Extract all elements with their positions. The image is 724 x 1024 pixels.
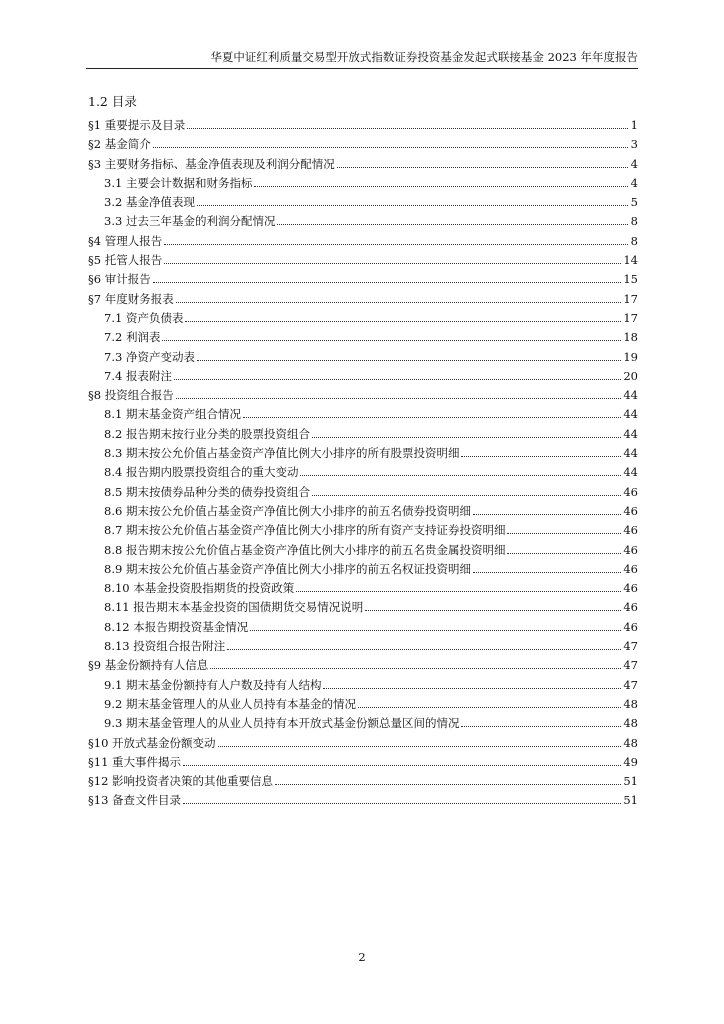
toc-entry[interactable] [88, 464, 638, 483]
toc-entry-page: 44 [623, 426, 638, 441]
toc-entry[interactable] [88, 156, 638, 175]
dot-leader [312, 494, 621, 496]
toc-entry-page: 46 [623, 619, 638, 634]
dot-leader [312, 436, 621, 438]
toc-entry-page: 1 [630, 118, 638, 132]
toc-entry-label: 8.2 报告期末按行业分类的股票投资组合 [104, 426, 310, 441]
toc-entry-page: 51 [623, 793, 638, 808]
dot-leader [296, 590, 621, 592]
toc-entry-label: §3 主要财务指标、基金净值表现及利润分配情况 [88, 156, 335, 171]
dot-leader [162, 339, 621, 341]
dot-leader [507, 532, 621, 534]
dot-leader [185, 320, 621, 322]
toc-entry-page: 47 [623, 677, 638, 692]
toc-entry-label: 7.4 报表附注 [104, 368, 172, 383]
dot-leader [210, 667, 621, 669]
dot-leader [183, 764, 621, 766]
dot-leader [473, 513, 621, 515]
toc-entry-label: 8.1 期末基金资产组合情况 [104, 407, 241, 422]
toc-entry-label: 9.3 期末基金管理人的从业人员持有本开放式基金份额总量区间的情况 [104, 716, 460, 731]
dot-leader [197, 204, 628, 206]
toc-entry-label: 8.9 期末按公允价值占基金资产净值比例大小排序的前五名权证投资明细 [104, 561, 471, 576]
toc-entry-page: 8 [630, 214, 638, 229]
dot-leader [300, 474, 621, 476]
dot-leader [337, 166, 628, 168]
dot-leader [358, 706, 621, 708]
dot-leader [218, 745, 622, 747]
toc-entry-page: 44 [623, 407, 638, 422]
toc-entry-page: 48 [623, 735, 638, 750]
toc-entry-page: 48 [623, 696, 638, 711]
toc-entry-page: 5 [630, 195, 638, 210]
toc-entry[interactable] [88, 271, 638, 290]
toc-entry[interactable] [88, 696, 638, 715]
dot-leader [176, 301, 622, 303]
toc-entry-page: 19 [623, 349, 638, 364]
toc-entry-page: 49 [623, 754, 638, 769]
toc-entry[interactable] [88, 503, 638, 522]
toc-entry-label: §7 年度财务报表 [88, 291, 174, 306]
dot-leader [243, 416, 621, 418]
toc-entry-page: 51 [623, 774, 638, 789]
toc-entry-label: §13 备查文件目录 [88, 793, 182, 808]
dot-leader [187, 127, 628, 129]
toc-entry-label: 3.1 主要会计数据和财务指标 [104, 175, 253, 190]
dot-leader [250, 629, 621, 631]
toc-entry-page: 4 [630, 175, 638, 190]
dot-leader [164, 262, 621, 264]
toc-entry-page: 46 [623, 523, 638, 538]
toc-entry-label: 9.1 期末基金份额持有人户数及持有人结构 [104, 677, 322, 692]
toc-entry-page: 4 [630, 156, 638, 171]
dot-leader [277, 223, 628, 225]
toc-entry[interactable] [88, 735, 638, 754]
toc-entry-page: 14 [623, 253, 638, 268]
toc-entry-page: 46 [623, 600, 638, 615]
toc-entry-label: 9.2 期末基金管理人的从业人员持有本基金的情况 [104, 696, 356, 711]
toc-entry[interactable] [88, 619, 638, 638]
toc-entry[interactable] [88, 638, 638, 657]
toc-entry-page: 44 [623, 388, 638, 403]
toc-entry-label: 8.11 报告期末本基金投资的国债期货交易情况说明 [104, 600, 364, 615]
dot-leader [461, 455, 621, 457]
toc-entry-page: 18 [623, 330, 638, 345]
dot-leader [275, 783, 621, 785]
toc-entry-page: 17 [623, 310, 638, 325]
toc-entry-label: 8.8 报告期末按公允价值占基金资产净值比例大小排序的前五名贵金属投资明细 [104, 542, 506, 557]
toc-entry[interactable] [88, 368, 638, 387]
toc-entry-label: §1 重要提示及目录 [88, 118, 186, 132]
toc-entry[interactable] [88, 117, 638, 136]
toc-entry-label: 8.13 投资组合报告附注 [104, 639, 226, 654]
toc-entry-label: §8 投资组合报告 [88, 388, 174, 403]
toc-entry[interactable] [88, 175, 638, 194]
toc-entry[interactable] [88, 445, 638, 464]
toc-entry[interactable] [88, 561, 638, 580]
toc-entry-label: 7.1 资产负债表 [104, 310, 184, 325]
toc-entry-page: 46 [623, 484, 638, 499]
toc-entry-page: 44 [623, 465, 638, 480]
toc-entry-label: 8.10 本基金投资股指期货的投资政策 [104, 581, 295, 596]
toc-entry[interactable] [88, 233, 638, 252]
toc-entry[interactable] [88, 715, 638, 734]
toc-entry-label: 7.3 净资产变动表 [104, 349, 195, 364]
toc-entry-page: 46 [623, 581, 638, 596]
dot-leader [164, 243, 628, 245]
toc-entry-label: 3.3 过去三年基金的利润分配情况 [104, 214, 276, 229]
toc-entry[interactable] [88, 426, 638, 445]
toc-entry-label: §9 基金份额持有人信息 [88, 658, 209, 673]
toc-entry-page: 47 [623, 639, 638, 654]
toc-entry[interactable] [88, 792, 638, 811]
toc-entry-page: 17 [623, 291, 638, 306]
toc-entry[interactable] [88, 252, 638, 271]
toc-entry-page: 47 [623, 658, 638, 673]
dot-leader [197, 359, 621, 361]
running-header: 华夏中证红利质量交易型开放式指数证券投资基金发起式联接基金 2023 年年度报告 [86, 50, 638, 69]
toc-entry[interactable] [88, 754, 638, 773]
dot-leader [183, 802, 621, 804]
toc-entry[interactable] [88, 522, 638, 541]
dot-leader [227, 648, 621, 650]
toc-entry-page: 48 [623, 716, 638, 731]
toc-entry-label: 8.4 报告期内股票投资组合的重大变动 [104, 465, 299, 480]
toc-entry[interactable] [88, 329, 638, 348]
toc-entry[interactable] [88, 349, 638, 368]
toc-entry-label: 8.5 期末按债券品种分类的债券投资组合 [104, 484, 310, 499]
toc-entry[interactable] [88, 599, 638, 618]
toc-entry-page: 3 [630, 137, 638, 152]
dot-leader [153, 146, 628, 148]
toc-entry-page: 20 [623, 368, 638, 383]
dot-leader [174, 378, 621, 380]
toc-entry-page: 46 [623, 503, 638, 518]
toc-entry[interactable] [88, 406, 638, 425]
toc-heading: 1.2 目录 [88, 94, 137, 109]
table-of-contents [88, 117, 638, 812]
toc-entry-label: §4 管理人报告 [88, 233, 163, 248]
toc-entry-label: §10 开放式基金份额变动 [88, 735, 216, 750]
dot-leader [153, 281, 622, 283]
toc-entry[interactable] [88, 213, 638, 232]
toc-entry[interactable] [88, 542, 638, 561]
dot-leader [254, 185, 628, 187]
toc-entry[interactable] [88, 291, 638, 310]
toc-entry-label: 8.7 期末按公允价值占基金资产净值比例大小排序的所有资产支持证券投资明细 [104, 523, 506, 538]
toc-entry-label: 3.2 基金净值表现 [104, 195, 195, 210]
page-number: 2 [358, 950, 366, 964]
toc-entry-label: §2 基金简介 [88, 137, 151, 152]
toc-entry-page: 8 [630, 233, 638, 248]
toc-entry[interactable] [88, 484, 638, 503]
toc-entry-label: 7.2 利润表 [104, 330, 161, 345]
toc-entry[interactable] [88, 677, 638, 696]
toc-entry-label: 8.6 期末按公允价值占基金资产净值比例大小排序的前五名债券投资明细 [104, 503, 471, 518]
dot-leader [507, 552, 621, 554]
toc-entry[interactable] [88, 657, 638, 676]
toc-entry-label: §5 托管人报告 [88, 253, 163, 268]
toc-entry-page: 44 [623, 446, 638, 461]
toc-entry[interactable] [88, 136, 638, 155]
dot-leader [473, 571, 621, 573]
toc-entry[interactable] [88, 580, 638, 599]
toc-entry-page: 15 [623, 272, 638, 287]
dot-leader [365, 609, 621, 611]
toc-entry[interactable] [88, 194, 638, 213]
toc-entry-page: 46 [623, 561, 638, 576]
toc-entry-label: §12 影响投资者决策的其他重要信息 [88, 774, 274, 789]
toc-entry-label: §6 审计报告 [88, 272, 151, 287]
toc-entry[interactable] [88, 310, 638, 329]
toc-entry[interactable] [88, 387, 638, 406]
toc-entry[interactable] [88, 773, 638, 792]
toc-entry-label: 8.3 期末按公允价值占基金资产净值比例大小排序的所有股票投资明细 [104, 446, 460, 461]
dot-leader [461, 725, 621, 727]
dot-leader [323, 687, 621, 689]
dot-leader [176, 397, 622, 399]
toc-entry-label: 8.12 本报告期投资基金情况 [104, 619, 249, 634]
toc-entry-label: §11 重大事件揭示 [88, 754, 182, 769]
toc-entry-page: 46 [623, 542, 638, 557]
